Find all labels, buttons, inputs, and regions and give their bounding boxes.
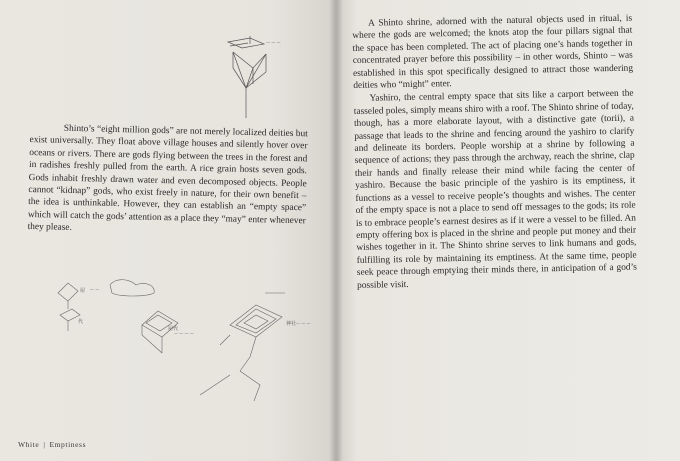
diagram-label-b: 代 — [78, 319, 84, 325]
right-paragraph-1: A Shinto shrine, adorned with the natural objects used in ritual, is where the gods are welcomed; the knots atop the four pillars signal that the space has been completed. The act of placing one’s hands together in concentrated prayer before this possibility – in other words, Shinto – was established in this spot specifically designed to attract those wandering deities who “might” enter. — [352, 13, 634, 92]
svg-text:— — —: — — — — [266, 40, 281, 45]
right-body-text — [352, 13, 637, 292]
page-footer — [18, 440, 86, 449]
diagram-label-c: 屋代 — [168, 326, 179, 332]
svg-text:— — — —: — — — — — [174, 331, 194, 336]
left-page — [0, 0, 337, 461]
right-paragraph-2: Yashiro, the central empty space that sits like a carport between the tasseled poles, simply means shiro with a roof. The Shinto shrine of today, though, has a more elaborate layout, with a distinctive gate (torii), a passage that leads to the shrine and fencing around the yashiro to clarify and delineate its borders. People worship at a shrine by following a sequence of actions; they pass through the archway, reach the shrine, clap their hands and finally release their mind while facing the center of yashiro. Because the basic principle of the yashiro is its emptiness, it functions as a vessel to receive people’s thoughts and wishes. The center of the empty space is not a place to send off messages to the gods; its role is to embrace people’s earnest desires as if it were a vessel to be filled. An empty offering box is placed in the shrine and people put money and their wishes together in it. The Shinto shrine serves to link humans and gods, fulfilling its role by maintaining its emptiness. At the same time, people seek peace through emptying their minds there, in anticipation of a god’s possible visit. — [353, 89, 637, 291]
shrine-layout-diagram — [50, 275, 337, 425]
diagram-label-a: 屋 — [80, 288, 86, 294]
diagram-label-d: 神社 — [286, 321, 297, 327]
svg-text:— — —: — — — — [296, 321, 311, 326]
book-spine-shadow — [329, 0, 343, 461]
footer-separator: | — [43, 440, 46, 449]
footer-section: White — [18, 440, 40, 449]
footer-chapter: Emptiness — [49, 440, 87, 449]
left-body-paragraph: Shinto’s “eight million gods” are not merely localized deities but exist universally. They float above village houses and silently hover over oceans or rivers. There are gods flying between the trees in the forest and in radishes freshly pulled from the earth. A rice grain hosts seven gods. Gods inhabit freshly drawn water and even decomposed objects. People cannot “kidnap” gods, who exist freely in nature, for their own benefit – the idea is unthinkable. However, they can establish an “empty space” which will catch the gods’ attention as a place they “may” enter whenever they please. — [27, 123, 308, 234]
svg-text:— —: — — — [90, 287, 100, 292]
right-page — [337, 0, 680, 461]
shrine-pillars-illustration — [208, 30, 288, 120]
